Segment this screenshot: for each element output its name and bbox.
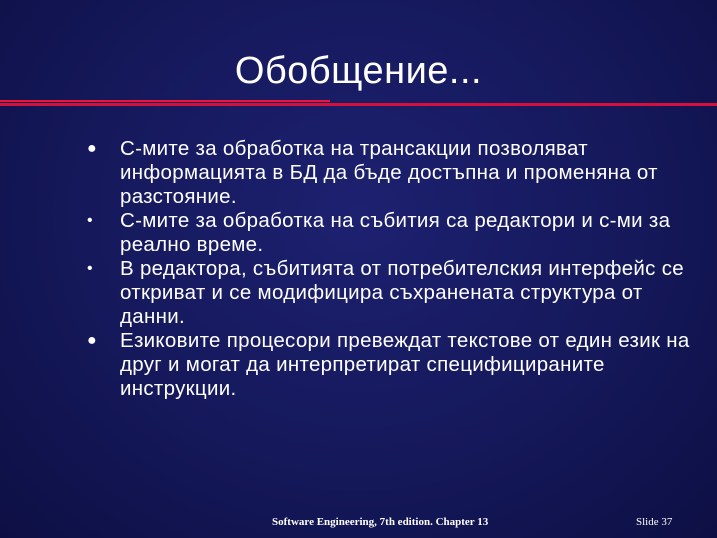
bullet-item [78,209,698,257]
bullet-text: С-мите за обработка на събития са редактори и с-ми за реално време. [120,209,671,256]
bullet-marker-icon: • [87,212,93,229]
bullet-text: С-мите за обработка на трансакции позволяват информацията в БД да бъде достъпна и променяна от разстояние. [120,137,658,208]
bullet-list [78,137,698,401]
bullet-item [78,257,698,329]
title-rule-accent [0,100,330,102]
bullet-item [78,137,698,209]
bullet-text: В редактора, събитията от потребителския интерфейс се откриват и се модифицира съхранената структура от данни. [120,257,684,328]
footer-slide-number: Slide 37 [636,516,673,528]
title-rule [0,103,717,106]
bullet-marker-icon: ● [87,140,97,157]
footer-book-title: Software Engineering, 7th edition. Chapter 13 [272,516,489,528]
bullet-text: Езиковите процесори превеждат текстове от един език на друг и могат да интерпретират специфицираните инструкции. [120,329,690,400]
bullet-item [78,329,698,401]
bullet-marker-icon: ● [87,332,97,349]
slide-title: Обобщение... [234,50,483,92]
bullet-marker-icon: • [87,260,93,277]
